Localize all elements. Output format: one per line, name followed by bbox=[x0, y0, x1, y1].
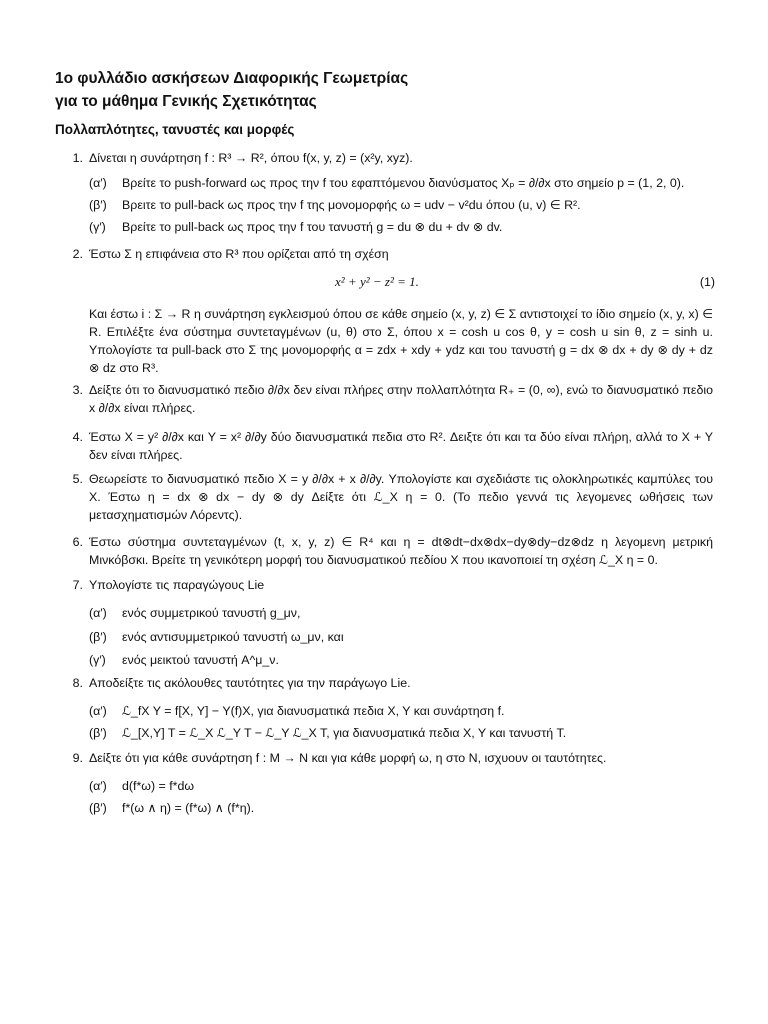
sub-item bbox=[89, 604, 713, 622]
exercise-number: 6. bbox=[72, 535, 83, 549]
exercise-text: Δίνεται η συνάρτηση f : R³ → R², όπου f(x, y, z) = (x²y, xyz). bbox=[89, 151, 413, 165]
sub-item bbox=[89, 777, 713, 795]
sub-text: ℒ_fX Y = f[X, Y] − Y(f)X, για διανυσματικά πεδια X, Y και συνάρτηση f. bbox=[122, 704, 505, 718]
exercise-text: Έστω X = y² ∂/∂x και Y = x² ∂/∂y δύο διανυσματικά πεδια στο R². Δειξτε ότι και τα δύο είναι πλήρη, αλλά το X + Y δεν είναι πλήρες. bbox=[89, 430, 713, 462]
exercise-text: Θεωρείστε το διανυσματικό πεδιο X = y ∂/∂x + x ∂/∂y. Υπολογίστε και σχεδιάστε τις ολοκληρωτικές καμπύλες του X. Έστω η = dx ⊗ dx − dy ⊗ dy Δείξτε ότι ℒ_X η = 0. (Το πεδιο γεννά τις λεγομενες ωθήσεις των μετασχηματισμών Λόρεντς). bbox=[89, 472, 713, 522]
sub-item bbox=[89, 799, 713, 817]
sub-text: ενός μεικτού τανυστή A^μ_ν. bbox=[122, 653, 279, 667]
exercise-number: 4. bbox=[72, 430, 83, 444]
section-title: Πολλαπλότητες, τανυστές και μορφές bbox=[55, 122, 295, 137]
display-equation bbox=[335, 273, 715, 291]
sub-text: ℒ_[X,Y] T = ℒ_X ℒ_Y T − ℒ_Y ℒ_X T, για διανυσματικά πεδια X, Y και τανυστή T. bbox=[122, 726, 567, 740]
exercise-text: Υπολογίστε τις παραγώγους Lie bbox=[89, 578, 265, 592]
exercise-number: 7. bbox=[72, 578, 83, 592]
exercise-number: 9. bbox=[72, 751, 83, 765]
sub-text: ενός συμμετρικού τανυστή g_μν, bbox=[122, 606, 301, 620]
sub-item bbox=[89, 724, 713, 742]
sub-label: (α′) bbox=[89, 176, 107, 190]
sub-label: (β′) bbox=[89, 198, 107, 212]
exercise-number: 2. bbox=[72, 247, 83, 261]
sub-label: (β′) bbox=[89, 726, 107, 740]
sub-text: d(f*ω) = f*dω bbox=[122, 779, 195, 793]
sub-label: (α′) bbox=[89, 704, 107, 718]
sub-item bbox=[89, 651, 713, 669]
exercise-number: 3. bbox=[72, 383, 83, 397]
sub-label: (α′) bbox=[89, 779, 107, 793]
exercise-text: Δείξτε ότι για κάθε συνάρτηση f : M → N και για κάθε μορφή ω, η στο N, ισχυουν οι ταυτότητες. bbox=[89, 751, 607, 765]
exercise-text: Αποδείξτε τις ακόλουθες ταυτότητες για την παράγωγο Lie. bbox=[89, 676, 411, 690]
sub-text: Βρείτε το push-forward ως προς την f του εφαπτόμενου διανύσματος Xₚ = ∂/∂x στο σημείο p = (1, 2, 0). bbox=[122, 176, 685, 190]
exercise-text: Έστω Σ η επιφάνεια στο R³ που ορίζεται από τη σχέση bbox=[89, 247, 389, 261]
sub-label: (β′) bbox=[89, 801, 107, 815]
sub-label: (α′) bbox=[89, 606, 107, 620]
sub-label: (γ′) bbox=[89, 653, 106, 667]
sub-item bbox=[89, 628, 713, 646]
exercise-text-continued: Και έστω i : Σ → R η συνάρτηση εγκλεισμού όπου σε κάθε σημείο (x, y, z) ∈ Σ αντιστοιχεί το ίδιο σημείο (x, y, x) ∈ R. Επιλέξτε ένα σύστημα συντεταγμένων (u, θ) στο Σ, όπου x = cosh u cos θ, y = cosh u sin θ, z = sinh u. Υπολογίστε τα pull-back στο Σ της μονομορφής α = zdx + xdy + ydz και του τανυστή g = dx ⊗ dx + dy ⊗ dy + dz ⊗ dz στο R³. bbox=[89, 307, 713, 375]
sub-label: (γ′) bbox=[89, 220, 106, 234]
sub-text: Βρειτε το pull-back ως προς την f της μονομορφής ω = udv − v²du όπου (u, v) ∈ R². bbox=[122, 198, 581, 212]
document-title bbox=[55, 67, 408, 113]
sub-item bbox=[89, 218, 713, 236]
equation-body: x² + y² − z² = 1. bbox=[335, 274, 419, 289]
sub-item bbox=[89, 196, 713, 214]
exercise-number: 5. bbox=[72, 472, 83, 486]
sub-label: (β′) bbox=[89, 630, 107, 644]
title-line-1: 1ο φυλλάδιο ασκήσεων Διαφορικής Γεωμετρίας bbox=[55, 70, 409, 87]
title-line-2: για το μάθημα Γενικής Σχετικότητας bbox=[55, 93, 317, 110]
exercise-number: 8. bbox=[72, 676, 83, 690]
equation-number: (1) bbox=[699, 275, 715, 289]
sub-text: Βρείτε το pull-back ως προς την f του τανυστή g = du ⊗ du + dv ⊗ dv. bbox=[122, 220, 503, 234]
sub-text: f*(ω ∧ η) = (f*ω) ∧ (f*η). bbox=[122, 801, 255, 815]
exercise-number: 1. bbox=[72, 151, 83, 165]
exercise-text: Δείξτε ότι το διανυσματικό πεδιο ∂/∂x δεν είναι πλήρες στην πολλαπλότητα R₊ = (0, ∞), ενώ το διανυσματικό πεδιο x ∂/∂x είναι πλήρες. bbox=[89, 383, 713, 415]
exercise-text: Έστω σύστημα συντεταγμένων (t, x, y, z) ∈ R⁴ και η = dt⊗dt−dx⊗dx−dy⊗dy−dz⊗dz η λεγομενη μετρική Μινκόβσκι. Βρείτε τη γενικότερη μορφή του διανυσματικού πεδίου X που ικανοποιεί τη σχέση ℒ_X η = 0. bbox=[89, 535, 713, 567]
sub-text: ενός αντισυμμετρικού τανυστή ω_μν, και bbox=[122, 630, 344, 644]
sub-item bbox=[89, 702, 713, 720]
sub-item bbox=[89, 174, 713, 192]
